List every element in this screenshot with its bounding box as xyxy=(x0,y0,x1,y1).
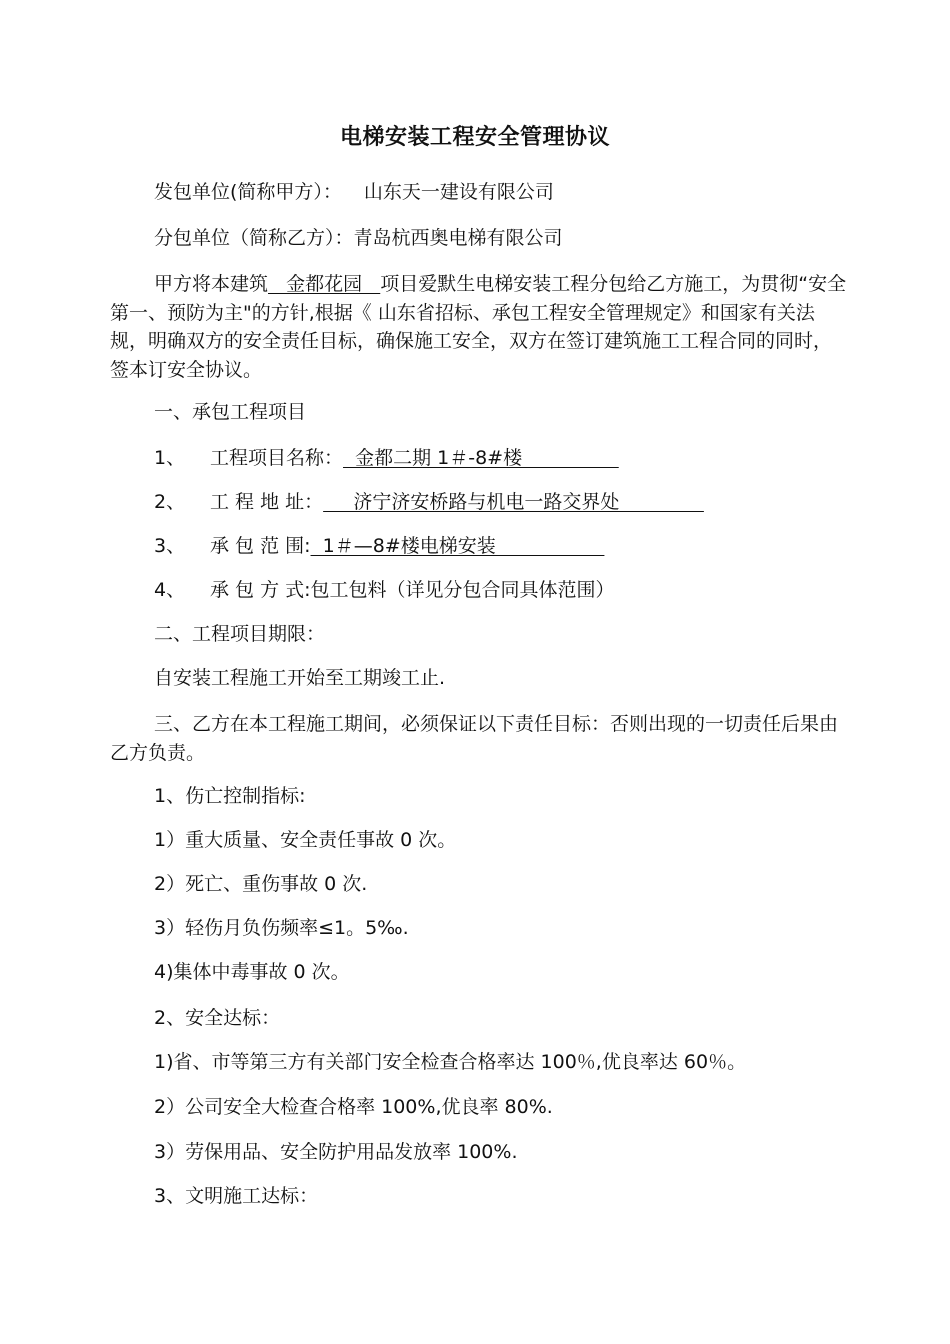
section3-sub2-heading: 2、安全达标： xyxy=(154,1007,281,1029)
party-b-label: 分包单位（简称乙方）： xyxy=(154,227,354,249)
item-label: 承 包 范 围: xyxy=(210,535,311,557)
party-a-label: 发包单位(简称甲方）： xyxy=(154,181,342,203)
sub2-item-1: 1)省、市等第三方有关部门安全检查合格率达 100％,优良率达 60％。 xyxy=(154,1051,747,1073)
item-value: 济宁济安桥路与机电一路交界处 xyxy=(323,491,704,513)
intro-project-name: 金都花园 xyxy=(268,273,381,295)
section1-heading: 一、承包工程项目 xyxy=(154,401,307,423)
item-number: 4、 xyxy=(154,579,186,601)
sub1-item-2: 2）死亡、重伤事故 0 次. xyxy=(154,873,368,895)
section2-heading: 二、工程项目期限： xyxy=(154,623,326,645)
section3-sub3-heading: 3、文明施工达标： xyxy=(154,1185,319,1207)
party-a-value: 山东天一建设有限公司 xyxy=(363,181,554,203)
sub1-item-4: 4)集体中毒事故 0 次。 xyxy=(154,961,350,983)
intro-paragraph xyxy=(110,270,850,384)
party-b-line xyxy=(154,224,563,252)
section3-sub1-heading: 1、伤亡控制指标: xyxy=(154,785,306,807)
item-label: 工程项目名称： xyxy=(210,447,344,469)
sub1-item-1: 1）重大质量、安全责任事故 0 次。 xyxy=(154,829,457,851)
item-label: 承 包 方 式: xyxy=(210,579,311,601)
item-value: 1＃—8#楼电梯安装 xyxy=(310,535,605,557)
sub1-item-3: 3）轻伤月负伤频率≤1。5‰. xyxy=(154,917,409,939)
sub2-item-3: 3）劳保用品、安全防护用品发放率 100%. xyxy=(154,1141,518,1163)
intro-post: 项目爱默生电梯安装工程分包给乙方施工，为贯彻“安全第一、预防为主"的方针,根据《 山东省招标、承包工程安全管理规定》和国家有关法规，明确双方的安全责任目标，确保施工安全，双方在签订建筑施工工程合同的同时，签本订安全协议。 xyxy=(110,273,847,381)
item-number: 2、 xyxy=(154,491,186,513)
page-title: 电梯安装工程安全管理协议 xyxy=(339,125,610,150)
section3-heading: 三、乙方在本工程施工期间，必须保证以下责任目标：否则出现的一切责任后果由乙方负责。 xyxy=(110,713,839,764)
item-number: 1、 xyxy=(154,447,186,469)
section1-item-2 xyxy=(154,488,704,516)
section1-item-3 xyxy=(154,532,604,560)
item-number: 3、 xyxy=(154,535,186,557)
section1-item-1 xyxy=(154,444,619,472)
sub2-item-2: 2）公司安全大检查合格率 100%,优良率 80%. xyxy=(154,1096,553,1118)
item-label: 工 程 地 址： xyxy=(210,491,324,513)
intro-pre: 甲方将本建筑 xyxy=(154,273,269,295)
item-value: 包工包料（详见分包合同具体范围） xyxy=(310,579,615,601)
party-a-line xyxy=(154,178,554,206)
party-b-value: 青岛杭西奥电梯有限公司 xyxy=(353,227,563,249)
item-value: 金都二期 1＃-8#楼 xyxy=(343,447,619,469)
section2-text: 自安装工程施工开始至工期竣工止. xyxy=(154,667,446,689)
section1-item-4 xyxy=(154,576,615,604)
